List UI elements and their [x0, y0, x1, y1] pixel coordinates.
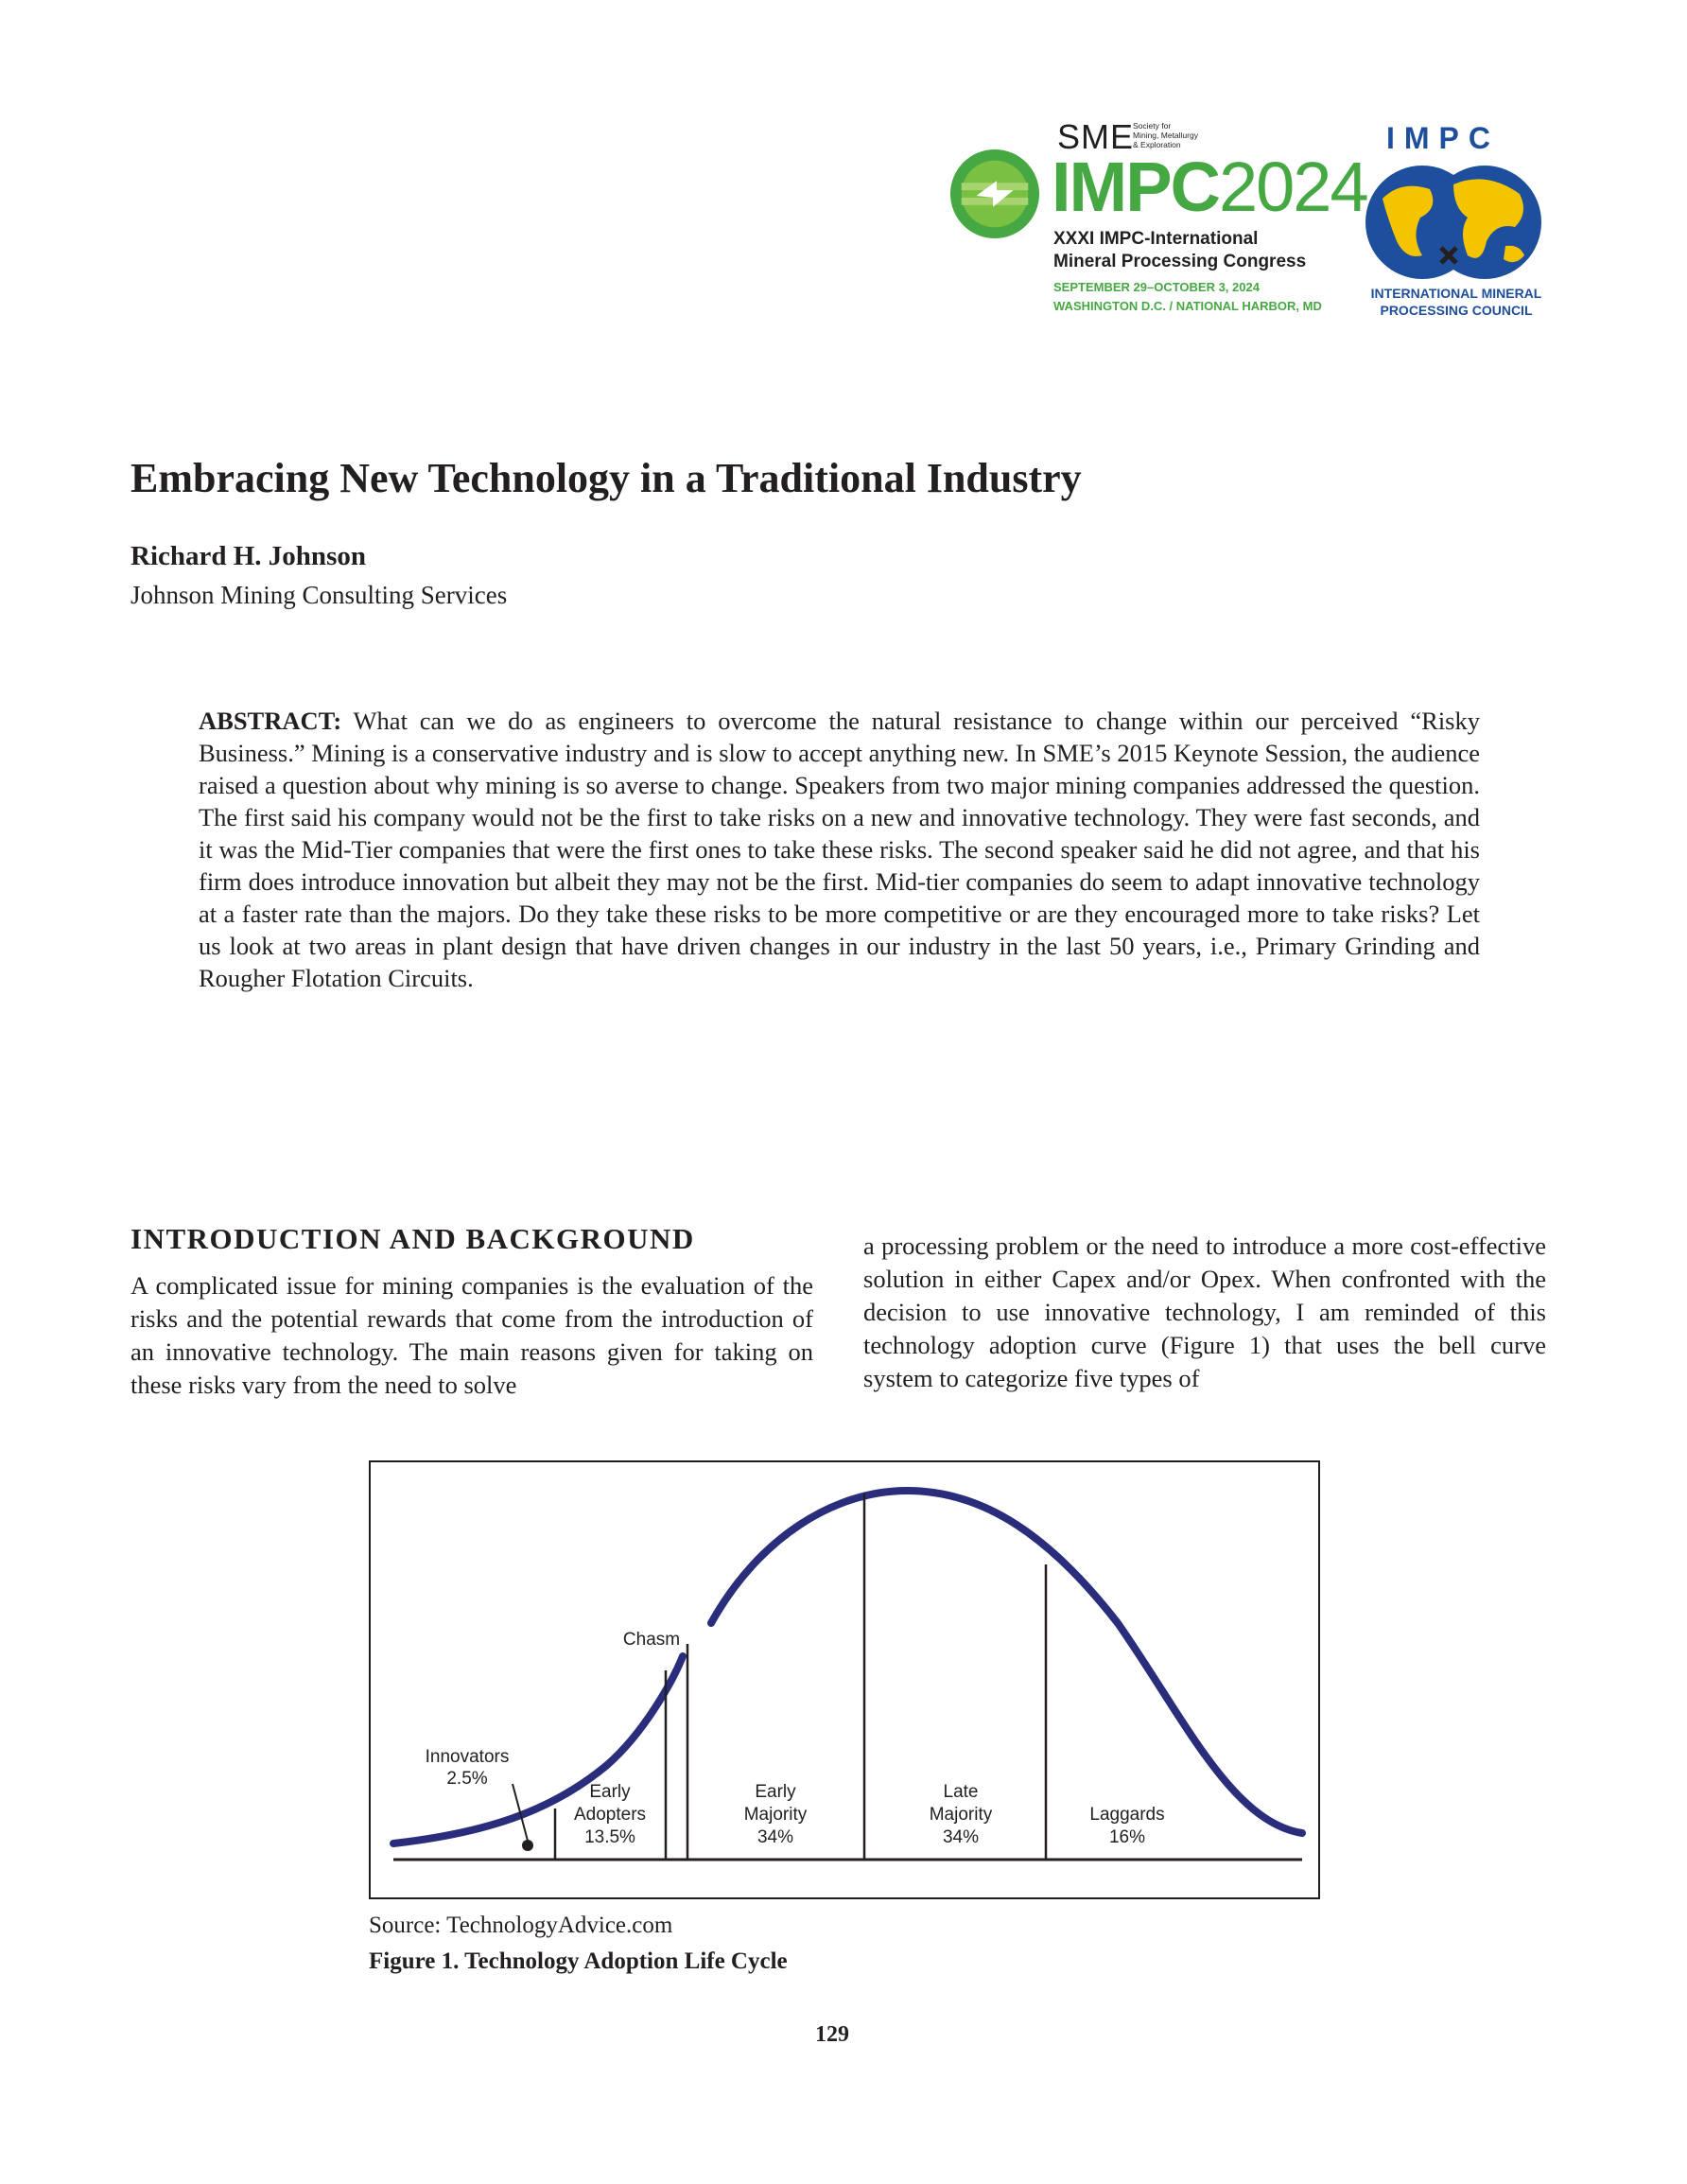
sme-logo-subtitle: Society for Mining, Metallurgy & Exploration	[1133, 121, 1198, 149]
section-heading: INTRODUCTION AND BACKGROUND	[130, 1222, 695, 1255]
chasm-label: Chasm	[622, 1630, 681, 1650]
segment-late-majority-label2: Majority	[929, 1805, 993, 1825]
innovators-dot	[522, 1840, 533, 1851]
author-affiliation: Johnson Mining Consulting Services	[130, 581, 508, 609]
council-name-line2: PROCESSING COUNCIL	[1380, 303, 1533, 318]
segment-early-majority-label2: Majority	[743, 1805, 808, 1825]
sme-logo-text: SME	[1057, 117, 1135, 156]
adoption-curve-figure	[369, 1460, 1320, 1899]
abstract	[199, 705, 1480, 994]
abstract-label: ABSTRACT:	[199, 707, 342, 735]
segment-early-majority-label1: Early	[755, 1782, 796, 1802]
segment-early-adopters-label1: Early	[589, 1782, 631, 1802]
segment-early-adopters-label2: Adopters	[573, 1805, 647, 1825]
body-column-right: a processing problem or the need to introduce a more cost-effective solution in either Capex and/or Opex. When confronted with the decision to use innovative technology, I am reminded of this technology adoption curve (Figure 1) that uses the bell curve system to categorize five types of	[863, 1232, 1546, 1392]
paper-title: Embracing New Technology in a Traditional Industry	[130, 455, 1082, 501]
segment-late-majority-label1: Late	[943, 1782, 979, 1802]
congress-name-line1: XXXI IMPC-International	[1053, 229, 1259, 249]
council-name-line1: INTERNATIONAL MINERAL	[1370, 286, 1542, 301]
impc-2024-wordmark: IMPC2024	[1052, 148, 1367, 226]
figure-source: Source: TechnologyAdvice.com	[369, 1913, 673, 1938]
segment-early-majority-label3: 34%	[757, 1827, 794, 1847]
segment-innovators-label2: 2.5%	[446, 1769, 488, 1789]
impc-council-wordmark: IMPC	[1386, 121, 1500, 155]
impc-badge-icon	[948, 148, 1041, 240]
segment-laggards-label1: Laggards	[1089, 1805, 1165, 1825]
segment-late-majority-label3: 34%	[942, 1827, 980, 1847]
segment-laggards-label2: 16%	[1108, 1827, 1146, 1847]
congress-name-line2: Mineral Processing Congress	[1053, 252, 1307, 271]
figure-caption: Figure 1. Technology Adoption Life Cycle	[369, 1948, 788, 1974]
segment-innovators-label1: Innovators	[425, 1747, 510, 1767]
segment-early-adopters-label3: 13.5%	[584, 1827, 635, 1847]
adoption-curve-right	[711, 1491, 1302, 1833]
author-name: Richard H. Johnson	[130, 541, 366, 571]
adoption-curve-svg	[371, 1462, 1318, 1897]
page-number: 129	[815, 2022, 849, 2047]
body-column-left: A complicated issue for mining companies is the evaluation of the risks and the potential rewards that come from the introduction of an innovative technology. The main reasons given for taking on these risks vary from the need to solve	[130, 1271, 813, 1399]
congress-dates: SEPTEMBER 29–OCTOBER 3, 2024	[1053, 280, 1260, 294]
globe-icon	[1364, 161, 1543, 284]
congress-location: WASHINGTON D.C. / NATIONAL HARBOR, MD	[1053, 299, 1322, 313]
abstract-text: What can we do as engineers to overcome the natural resistance to change within our perceived “Risky Business.” Mining is a conservative industry and is slow to accept anything new. In SME’s 2015 Keynote Session, the audience raised a question about why mining is so averse to change. Speakers from two major mining companies addressed the question. The first said his company would not be the first to take risks on a new and innovative technology. They were fast seconds, and it was the Mid-Tier companies that were the first ones to take these risks. The second speaker said he did not agree, and that his firm does introduce innovation but albeit they may not be the first. Mid-tier companies do seem to adapt innovative technology at a faster rate than the majors. Do they take these risks to be more competitive or are they encouraged more to take risks? Let us look at two areas in plant design that have driven changes in our industry in the last 50 years, i.e., Primary Grinding and Rougher Flotation Circuits.	[199, 707, 1480, 992]
